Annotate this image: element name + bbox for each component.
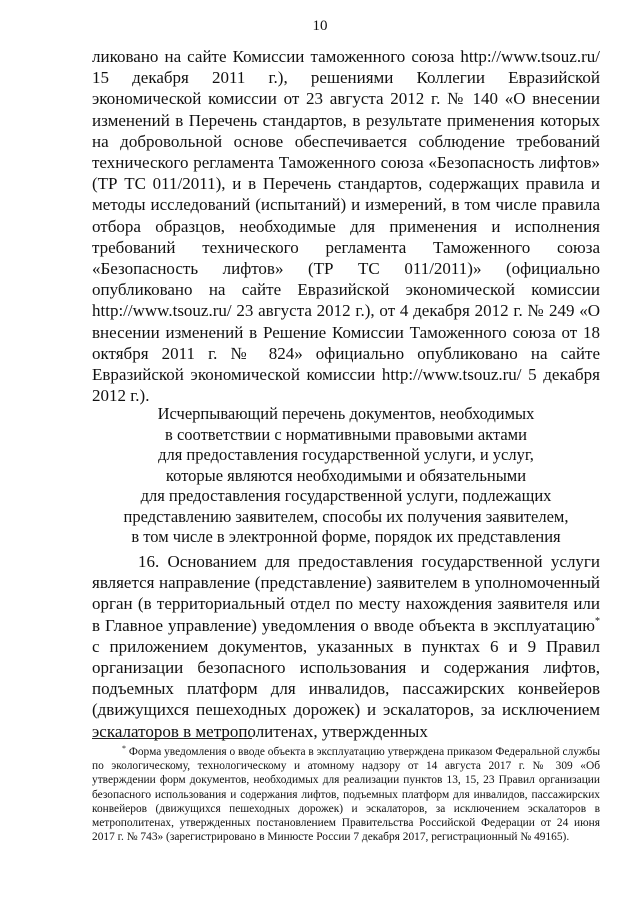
paragraph-16-text-start: 16. Основанием для предоставления государственной услуги является направление (представление) заявителем в уполномоченный орган (в территориальный отдел по месту нахождения заявителя или в Главное управление) уведомления о вводе объекта в эксплуатацию bbox=[92, 552, 600, 635]
footnote-mark: * bbox=[122, 744, 126, 753]
section-heading-line: Исчерпывающий перечень документов, необходимых bbox=[157, 404, 535, 423]
intro-paragraph: ликовано на сайте Комиссии таможенного союза http://www.tsouz.ru/ 15 декабря 2011 г.), решениями Коллегии Евразийской экономической комиссии от 23 августа 2012 г. № 140 «О внесении изменений в Перечень стандартов, в результате применения которых на добровольной основе обеспечивается соблюдение требований технического регламента Таможенного союза «Безопасность лифтов» (ТР ТС 011/2011), и в Перечень стандартов, содержащих правила и методы исследований (испытаний) и измерений, в том числе правила отбора образцов, необходимые для применения и исполнения требований технического регламента Таможенного союза «Безопасность лифтов» (ТР ТС 011/2011)» (официально опубликовано на сайте Евразийской экономической комиссии http://www.tsouz.ru/ 23 августа 2012 г.), от 4 декабря 2012 г. № 249 «О внесении изменений в Решение Комиссии Таможенного союза от 18 октября 2011 г. № 824» официально опубликовано на сайте Евразийской экономической комиссии http://www.tsouz.ru/ 5 декабря 2012 г.). bbox=[92, 47, 600, 406]
section-heading-line: представлению заявителем, способы их получения заявителем, bbox=[123, 506, 569, 526]
section-heading-line: для предоставления государственной услуги, и услуг, bbox=[158, 445, 534, 464]
section-heading bbox=[92, 404, 600, 548]
page-number: 10 bbox=[312, 18, 328, 34]
footnote bbox=[92, 745, 600, 844]
paragraph-16 bbox=[92, 551, 600, 742]
footnote-reference-mark[interactable]: * bbox=[595, 615, 600, 627]
footnote-separator bbox=[92, 738, 252, 739]
section-heading-line: в том числе в электронной форме, порядок их представления bbox=[131, 527, 561, 546]
section-heading-line: в соответствии с нормативными правовыми актами bbox=[165, 424, 527, 444]
footnote-text: Форма уведомления о вводе объекта в эксплуатацию утверждена приказом Федеральной службы по экологическому, технологическому и атомному надзору от 14 августа 2017 г. № 309 «Об утверждении форм документов, необходимых для реализации пунктов 13, 15, 23 Правил организации безопасного использования и содержания лифтов, подъемных платформ для инвалидов, пассажирских конвейеров (движущихся пешеходных дорожек) и эскалаторов, за исключением эскалаторов в метрополитенах, утвержденных постановлением Правительства Российской Федерации от 24 июня 2017 г. № 743» (зарегистрировано в Минюсте России 7 декабря 2017, регистрационный № 49165). bbox=[92, 746, 600, 844]
section-heading-line: которые являются необходимыми и обязательными bbox=[165, 465, 527, 485]
paragraph-16-text-end: с приложением документов, указанных в пунктах 6 и 9 Правил организации безопасного использования и содержания лифтов, подъемных платформ для инвалидов, пассажирских конвейеров (движущихся пешеходных дорожек) и эскалаторов, за исключением эскалаторов в метрополитенах, утвержденных bbox=[92, 636, 600, 741]
section-heading-line: для предоставления государственной услуги, подлежащих bbox=[140, 486, 552, 505]
